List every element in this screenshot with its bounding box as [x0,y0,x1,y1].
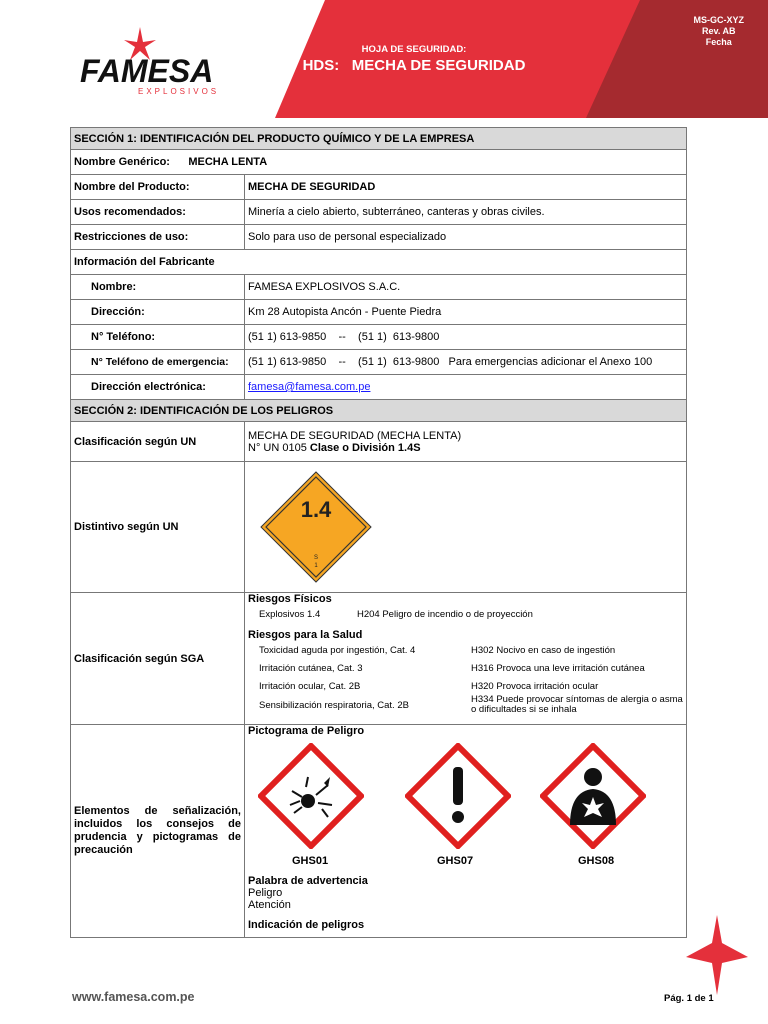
exclamation-mark-icon [405,743,511,849]
physical-hazards-table [256,605,691,623]
signal-word-title: Palabra de advertencia [248,875,368,887]
sga-cell [245,593,687,725]
health-hazard-class: Toxicidad aguda por ingestión, Cat. 4 [259,644,416,656]
logo-sub: EXPLOSIVOS [138,87,220,96]
doc-date: Fecha [705,37,732,47]
un-label-class: 1 [314,563,318,569]
restrictions-value: Solo para uso de personal especializado [245,225,687,250]
hazard-statements-title: Indicación de peligros [248,919,365,931]
page-number: Pág. 1 de 1 [664,993,714,1004]
health-hazard-h: H320 Provoca irritación ocular [471,680,599,692]
label-elements-cell [245,725,687,938]
maker-name-label: Nombre: [71,275,245,300]
ghs01-label: GHS01 [292,855,329,867]
un-class: Clase o División 1.4S [309,441,421,454]
email-label: Dirección electrónica: [71,375,245,400]
restrictions-label: Restricciones de uso: [71,225,245,250]
un-label-cell [245,462,687,593]
ghs07-label: GHS07 [437,855,474,867]
physical-hazards-title: Riesgos Físicos [248,593,332,605]
emergency-phone-value: (51 1) 613-9850 -- (51 1) 613-9800 Para emergencias adicionar el Anexo 100 [245,350,687,375]
health-hazard-row [256,641,686,659]
ghs08-block [538,743,683,867]
explosive-bomb-icon [258,743,364,849]
un-classification-label: Clasificación según UN [71,422,245,462]
health-hazard-h: H316 Provoca una leve irritación cutánea [471,662,645,674]
address-value: Km 28 Autopista Ancón - Puente Piedra [245,300,687,325]
physical-hazard-h: H204 Peligro de incendio o de proyección [357,608,533,620]
health-hazards-table [256,641,686,715]
product-name-value: MECHA DE SEGURIDAD [245,175,687,200]
section1-title: SECCIÓN 1: IDENTIFICACIÓN DEL PRODUCTO QUÍMICO Y DE LA EMPRESA [71,128,687,150]
star-icon [686,915,748,995]
health-hazard-row [256,695,686,715]
explosive-1-4-icon [258,469,374,585]
un-label-number: 1.4 [300,497,332,522]
un-classification-value [245,422,687,462]
un-label-s: S [313,555,319,561]
manufacturer-info-label: Información del Fabricante [71,250,687,275]
signal-word-2: Atención [248,899,291,911]
signal-word-1: Peligro [248,887,283,899]
health-hazard-h: H302 Nocivo en caso de ingestión [471,644,616,656]
generic-name-value: MECHA LENTA [188,156,268,168]
title-prefix: HDS: [302,57,340,74]
ghs01-block [248,743,393,867]
email-link[interactable]: famesa@famesa.com.pe [248,381,371,393]
pictogram-title: Pictograma de Peligro [248,725,365,737]
footer-url[interactable]: www.famesa.com.pe [72,990,195,1004]
phone-label: N° Teléfono: [71,325,245,350]
health-hazard-row [256,677,686,695]
pictogram-row [248,743,683,867]
uses-label: Usos recomendados: [71,200,245,225]
generic-name-row [71,150,687,175]
sds-table [70,127,687,938]
maker-name-value: FAMESA EXPLOSIVOS S.A.C. [245,275,687,300]
health-hazards-title: Riesgos para la Salud [248,629,363,641]
physical-hazard-class: Explosivos 1.4 [259,608,321,620]
health-hazard-class: Sensibilización respiratoria, Cat. 2B [259,699,409,711]
uses-value: Minería a cielo abierto, subterráneo, canteras y obras civiles. [245,200,687,225]
ghs08-label: GHS08 [578,855,615,867]
product-name-label: Nombre del Producto: [71,175,245,200]
health-hazard-class: Irritación ocular, Cat. 2B [259,680,361,692]
email-cell [245,375,687,400]
doc-title [0,57,768,74]
title-text: MECHA DE SEGURIDAD [351,57,526,74]
sga-classification-label: Clasificación según SGA [71,593,245,725]
emergency-phone-label: N° Teléfono de emergencia: [71,350,245,375]
section2-title: SECCIÓN 2: IDENTIFICACIÓN DE LOS PELIGROS [71,400,687,422]
health-hazard-icon [540,743,646,849]
health-hazard-class: Irritación cutánea, Cat. 3 [259,662,363,674]
un-number: N° UN 0105 [248,441,310,454]
un-label-label: Distintivo según UN [71,462,245,593]
address-label: Dirección: [71,300,245,325]
doc-subtitle: HOJA DE SEGURIDAD: [361,44,467,55]
phone-value: (51 1) 613-9850 -- (51 1) 613-9800 [245,325,687,350]
un-line1: MECHA DE SEGURIDAD (MECHA LENTA) [248,429,462,442]
label-elements-label: Elementos de señalización, incluidos los consejos de prudencia y pictogramas de precaución [71,725,245,938]
un-line2 [248,442,683,454]
ghs07-block [393,743,538,867]
health-hazard-h: H334 Puede provocar síntomas de alergia o asma o dificultades si se inhala [471,694,683,715]
physical-hazard-row [256,605,691,623]
doc-code: MS-GC-XYZ [693,15,744,25]
doc-rev: Rev. AB [701,26,736,36]
health-hazard-row [256,659,686,677]
logo-word: FAMESA [80,53,214,89]
generic-name-label: Nombre Genérico: [74,156,170,168]
